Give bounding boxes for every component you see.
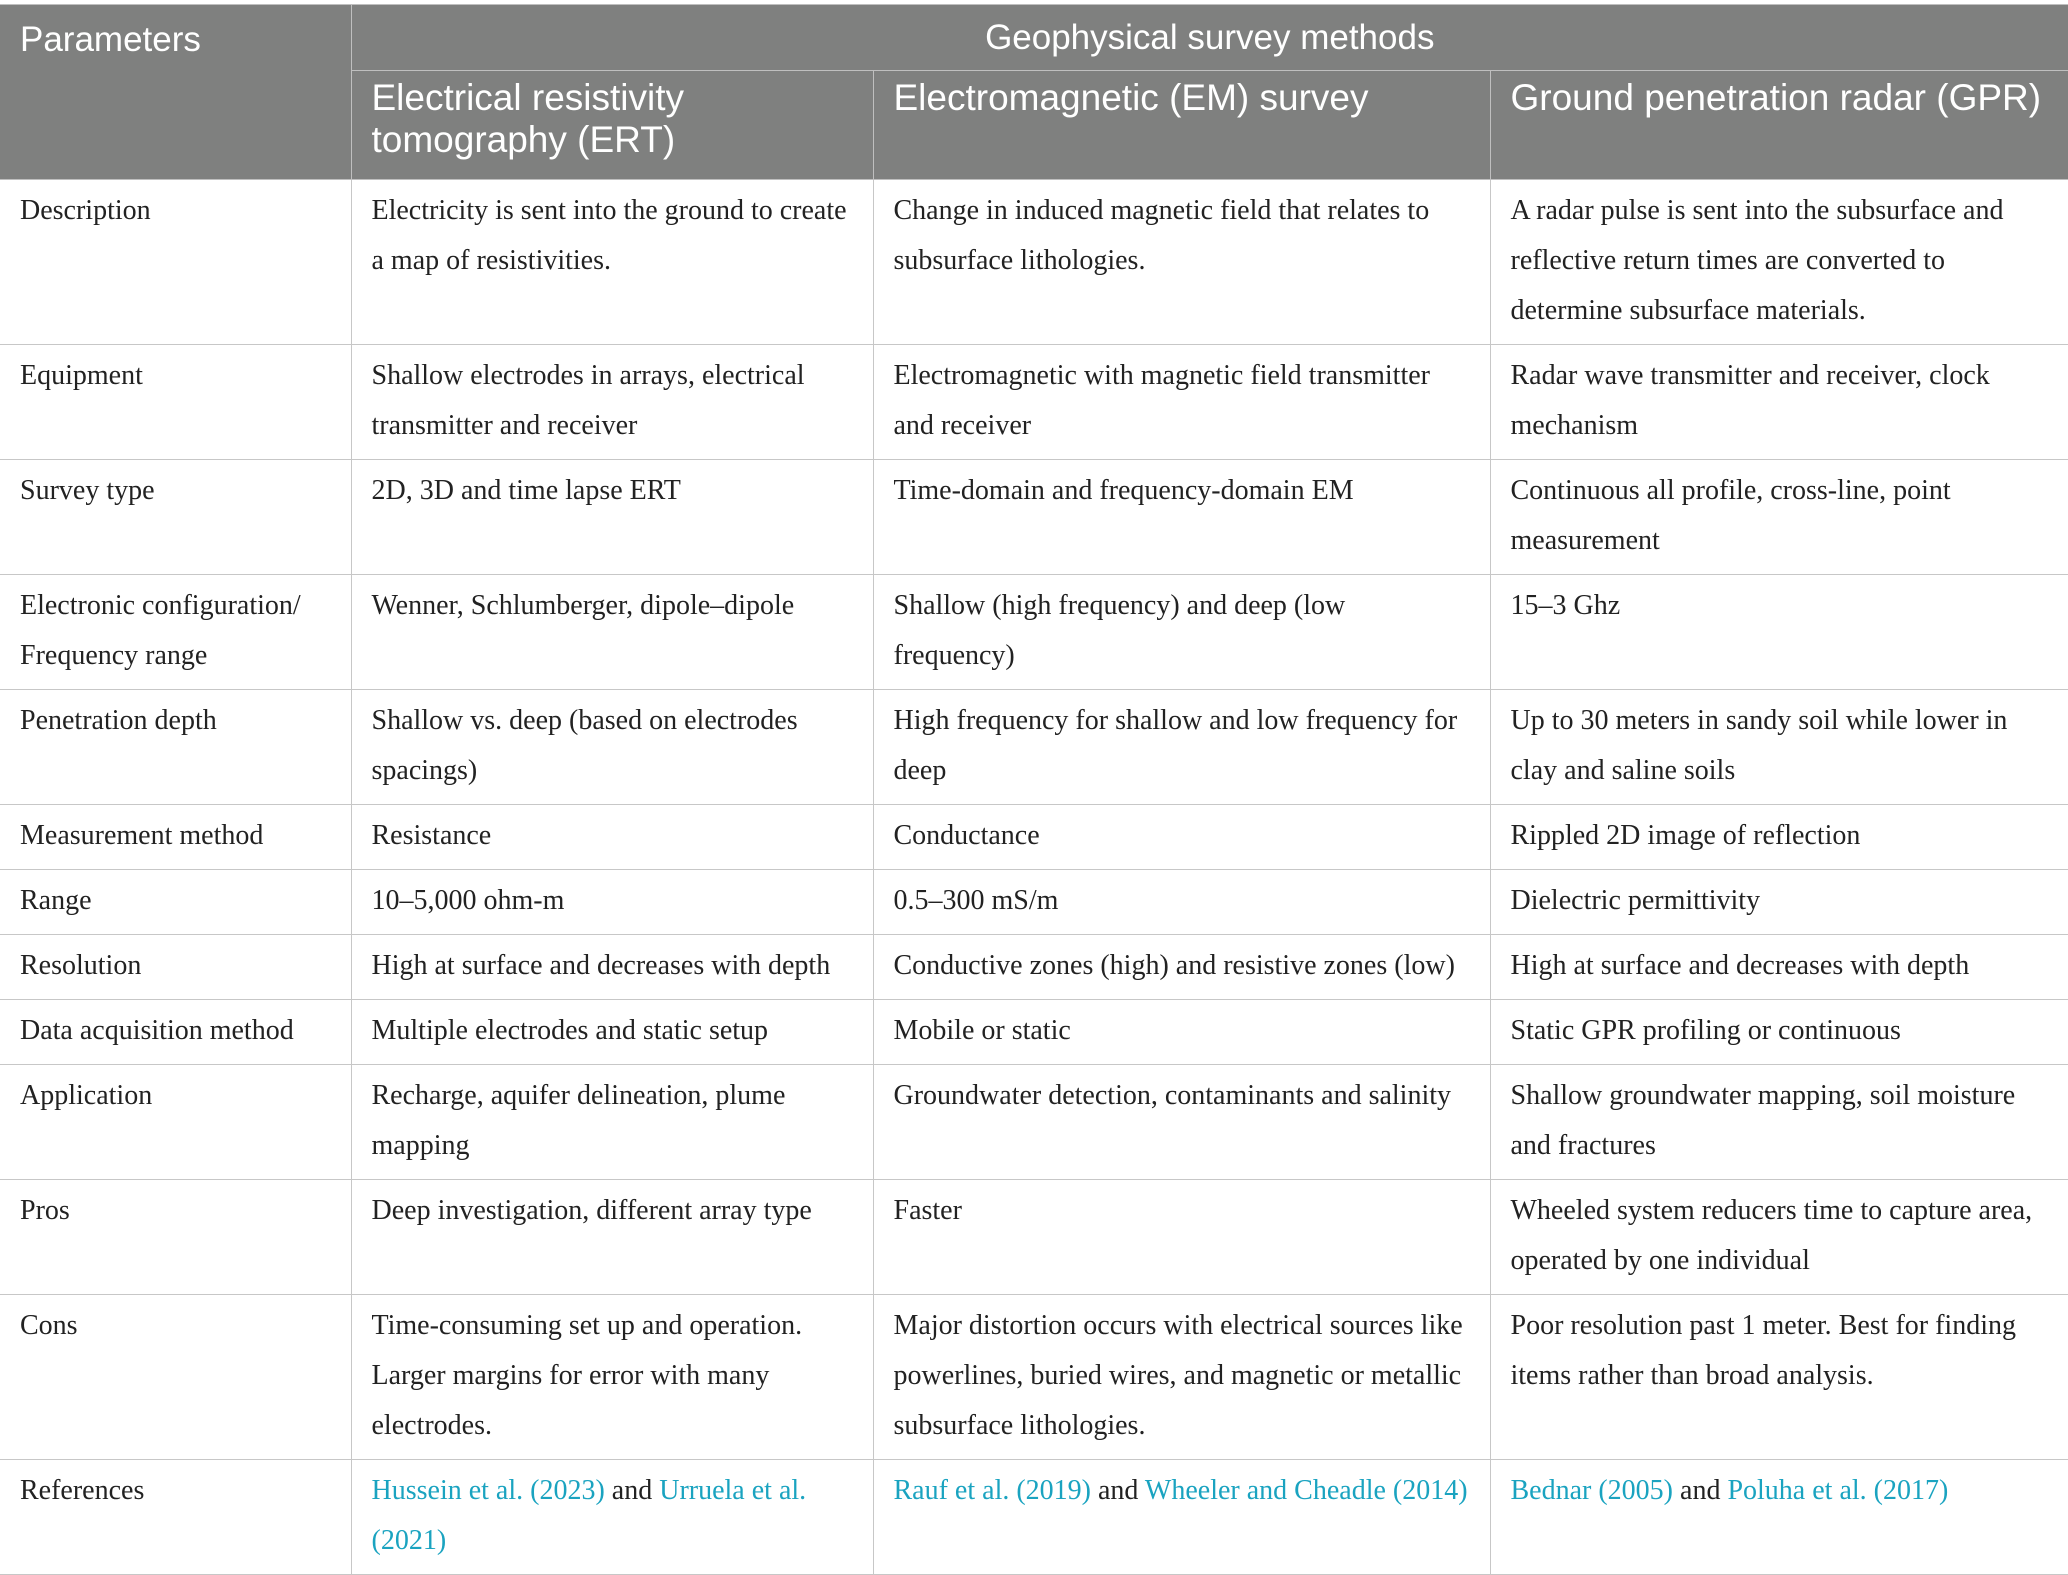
methods-group-header: Geophysical survey methods (351, 5, 2068, 71)
table-row (0, 1295, 2068, 1460)
em-cell: Time-domain and frequency-domain EM (873, 460, 1490, 575)
table-row (0, 690, 2068, 805)
param-cell: References (0, 1460, 351, 1575)
gpr-cell: Continuous all profile, cross-line, point measurement (1490, 460, 2068, 575)
reference-connector: and (1091, 1475, 1145, 1506)
table-row (0, 1000, 2068, 1065)
ert-cell: 2D, 3D and time lapse ERT (351, 460, 873, 575)
em-cell: Change in induced magnetic field that relates to subsurface lithologies. (873, 180, 1490, 345)
ert-cell: 10–5,000 ohm-m (351, 870, 873, 935)
em-cell: Electromagnetic with magnetic field transmitter and receiver (873, 345, 1490, 460)
table-row (0, 1065, 2068, 1180)
reference-link[interactable]: Rauf et al. (2019) (893, 1475, 1091, 1506)
gpr-cell: Static GPR profiling or continuous (1490, 1000, 2068, 1065)
gpr-cell: High at surface and decreases with depth (1490, 935, 2068, 1000)
table-row (0, 805, 2068, 870)
gpr-cell: Wheeled system reducers time to capture area, operated by one individual (1490, 1180, 2068, 1295)
ert-cell: Shallow electrodes in arrays, electrical transmitter and receiver (351, 345, 873, 460)
method-header-ert: Electrical resistivity tomography (ERT) (351, 71, 873, 180)
table-row (0, 935, 2068, 1000)
em-cell: Major distortion occurs with electrical sources like powerlines, buried wires, and magnetic or metallic subsurface lithologies. (873, 1295, 1490, 1460)
gpr-cell: Dielectric permittivity (1490, 870, 2068, 935)
header-row-group (0, 5, 2068, 71)
parameters-header: Parameters (0, 5, 351, 180)
gpr-cell: 15–3 Ghz (1490, 575, 2068, 690)
em-cell: 0.5–300 mS/m (873, 870, 1490, 935)
table-row (0, 575, 2068, 690)
reference-connector: and (604, 1475, 660, 1506)
ert-cell: Multiple electrodes and static setup (351, 1000, 873, 1065)
gpr-cell: Poor resolution past 1 meter. Best for finding items rather than broad analysis. (1490, 1295, 2068, 1460)
param-cell: Range (0, 870, 351, 935)
method-header-em: Electromagnetic (EM) survey (873, 71, 1490, 180)
em-cell: Groundwater detection, contaminants and salinity (873, 1065, 1490, 1180)
ert-cell: Resistance (351, 805, 873, 870)
ert-cell: Time-consuming set up and operation. Larger margins for error with many electrodes. (351, 1295, 873, 1460)
em-references-cell (873, 1460, 1490, 1575)
reference-link[interactable]: Wheeler and Cheadle (2014) (1144, 1475, 1468, 1506)
reference-link[interactable]: Bednar (2005) (1510, 1475, 1674, 1506)
ert-cell: Shallow vs. deep (based on electrodes spacings) (351, 690, 873, 805)
table-row (0, 1180, 2068, 1295)
gpr-cell: Up to 30 meters in sandy soil while lower in clay and saline soils (1490, 690, 2068, 805)
em-cell: Conductance (873, 805, 1490, 870)
table-row (0, 460, 2068, 575)
param-cell: Resolution (0, 935, 351, 1000)
em-cell: High frequency for shallow and low frequency for deep (873, 690, 1490, 805)
gpr-cell: Shallow groundwater mapping, soil moisture and fractures (1490, 1065, 2068, 1180)
param-cell: Pros (0, 1180, 351, 1295)
ert-cell: Wenner, Schlumberger, dipole–dipole (351, 575, 873, 690)
param-cell: Measurement method (0, 805, 351, 870)
param-cell: Electronic configuration/ Frequency range (0, 575, 351, 690)
reference-link[interactable]: Hussein et al. (2023) (371, 1475, 605, 1506)
param-cell: Description (0, 180, 351, 345)
em-cell: Mobile or static (873, 1000, 1490, 1065)
param-cell: Penetration depth (0, 690, 351, 805)
ert-cell: Deep investigation, different array type (351, 1180, 873, 1295)
em-cell: Conductive zones (high) and resistive zones (low) (873, 935, 1490, 1000)
table-row (0, 870, 2068, 935)
param-cell: Cons (0, 1295, 351, 1460)
gpr-cell: Radar wave transmitter and receiver, clock mechanism (1490, 345, 2068, 460)
param-cell: Application (0, 1065, 351, 1180)
gpr-cell: Rippled 2D image of reflection (1490, 805, 2068, 870)
gpr-cell: A radar pulse is sent into the subsurface and reflective return times are converted to determine subsurface materials. (1490, 180, 2068, 345)
table-row (0, 345, 2068, 460)
table-header (0, 5, 2068, 180)
geophysical-methods-table (0, 4, 2068, 1575)
reference-link[interactable]: Poluha et al. (2017) (1727, 1475, 1949, 1506)
table-row (0, 180, 2068, 345)
ert-references-cell (351, 1460, 873, 1575)
em-cell: Shallow (high frequency) and deep (low frequency) (873, 575, 1490, 690)
em-cell: Faster (873, 1180, 1490, 1295)
reference-connector: and (1673, 1475, 1728, 1506)
method-header-gpr: Ground penetration radar (GPR) (1490, 71, 2068, 180)
ert-cell: Recharge, aquifer delineation, plume mapping (351, 1065, 873, 1180)
param-cell: Equipment (0, 345, 351, 460)
ert-cell: Electricity is sent into the ground to create a map of resistivities. (351, 180, 873, 345)
references-row (0, 1460, 2068, 1575)
table-body (0, 180, 2068, 1575)
reference-link[interactable]: Urruela et al. (2021) (371, 1475, 807, 1556)
gpr-references-cell (1490, 1460, 2068, 1575)
param-cell: Survey type (0, 460, 351, 575)
ert-cell: High at surface and decreases with depth (351, 935, 873, 1000)
param-cell: Data acquisition method (0, 1000, 351, 1065)
